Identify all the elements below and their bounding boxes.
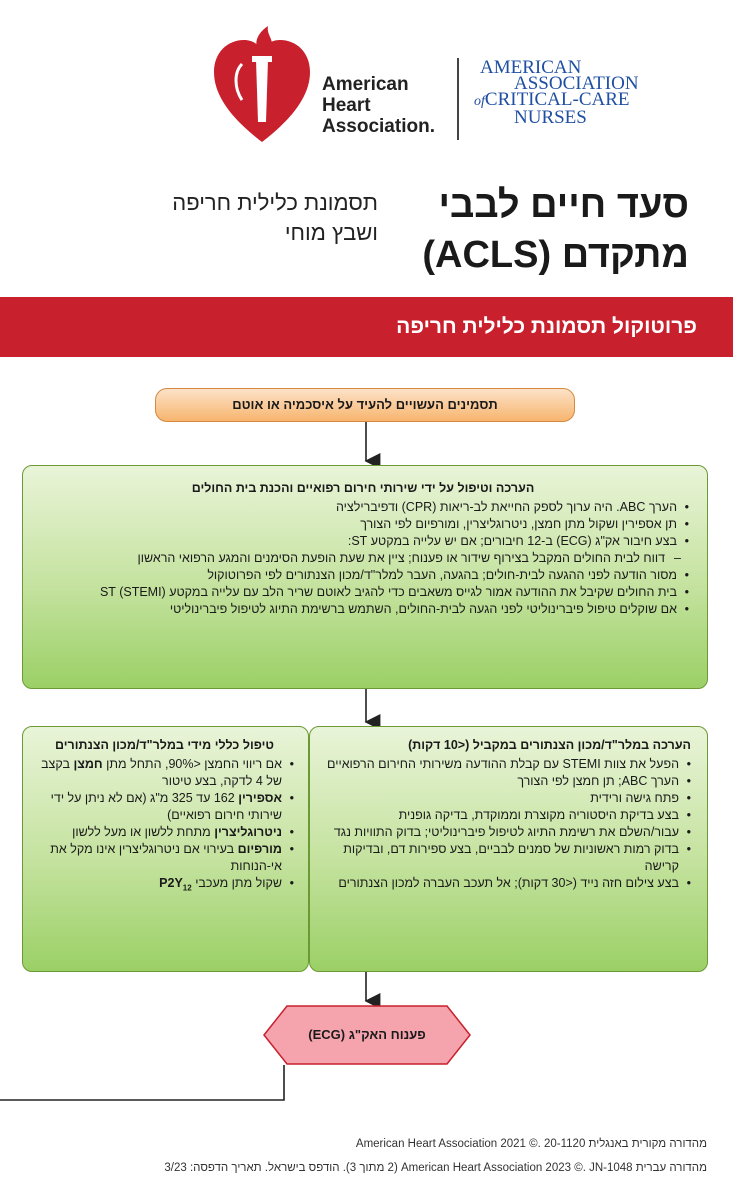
footer-original-edition: מהדורה מקורית באנגלית American Heart Association 2021 ©. 20-1120	[355, 1138, 707, 1150]
aha-line-2: Heart	[322, 95, 371, 116]
list-item: • בצע בדיקת היסטוריה מקוצרת וממוקדת, בדיקה גופנית	[322, 807, 691, 824]
p2y12-text: שקול מתן מעכבי	[195, 876, 282, 890]
ed-parallel-assessment-box	[309, 726, 708, 972]
p2y12-drug	[159, 876, 192, 893]
list-item: • עבור/השלם את רשימת התיוג לטיפול פיברינוליטי; בדוק התוויות נגד	[322, 824, 691, 841]
list-item	[35, 824, 294, 841]
list-item: • בצע חיבור אק"ג (ECG) ב-12 חיבורים; אם יש עלייה במקטע ST:	[37, 533, 689, 550]
list-item: • מסור הודעה לפני ההגעה לבית-חולים; בהגעה, העבר למלר"ד/מכון הצנתורים לפי הפרוטוקול	[37, 567, 689, 584]
list-item: • אם שוקלים טיפול פיברינוליטי לפני הגעה לבית-החולים, השתמש ברשימת התיוג לטיפול פיברינוליטי	[37, 601, 689, 618]
aha-wordmark	[322, 74, 435, 137]
list-item: • בדוק רמות ראשוניות של סמנים לבביים, בצע ספירות דם, ובדיקות קרישה	[322, 841, 691, 875]
list-item: • הערך ABC; תן חמצן לפי הצורך	[322, 773, 691, 790]
aacn-line-4: NURSES	[514, 107, 587, 128]
section-banner	[0, 297, 733, 357]
section-banner-title: פרוטוקול תסמונת כלילית חריפה	[396, 315, 697, 338]
ed-assessment-list	[322, 756, 691, 892]
morphine-drug: מורפיום	[237, 842, 282, 856]
aha-line-3: Association.	[322, 116, 435, 137]
p2y12-label: P2Y	[159, 876, 183, 890]
connector-ecg-left	[0, 1094, 284, 1100]
page-title-line-1: סעד חיים לבבי	[438, 184, 689, 226]
ems-box-list	[37, 499, 689, 618]
aha-line-1: American	[322, 74, 409, 95]
aha-heart-torch-logo	[212, 24, 312, 144]
ed-immediate-treatment-box	[22, 726, 309, 972]
ed-treatment-list	[35, 756, 294, 897]
list-item: • בצע צילום חזה נייד (<30 דקות); אל תעכב העברה למכון הצנתורים	[322, 875, 691, 892]
list-item	[35, 756, 294, 790]
oxygen-text-post: בקצב של 4 לדקה, בצע טיטור	[41, 757, 282, 788]
ems-box-title: הערכה וטיפול על ידי שירותי חירום רפואיים והכנת בית החולים	[191, 481, 535, 495]
aacn-of: of	[474, 94, 485, 109]
list-item	[35, 875, 294, 897]
logo-divider	[457, 58, 459, 140]
morphine-text: בעירוי אם ניטרוגליצרין אינו מקל את אי-הנוחות	[50, 842, 282, 873]
list-item: • תן אספירין ושקול מתן חמצן, ניטרוגליצרין, ומורפיום לפי הצורך	[37, 516, 689, 533]
list-item: • הערך ABC. היה ערוך לספק החייאת לב-ריאות (CPR) ודפיברילציה	[37, 499, 689, 516]
list-item: • פתח גישה ורידית	[322, 790, 691, 807]
aspirin-text: 162 עד 325 מ"ג (אם לא ניתן על ידי שירותי חירום רפואיים)	[50, 791, 282, 822]
page-subtitle	[108, 188, 378, 248]
aacn-wordmark	[470, 57, 670, 128]
footer-hebrew-edition: מהדורה עברית American Heart Association 2023 ©. JN-1048 (2 מתוך 3). הודפס בישראל. תאריך הדפסה: 3/23	[164, 1162, 707, 1174]
oxygen-drug: חמצן	[73, 757, 103, 771]
list-item: • בית החולים שקיבל את ההודעה אמור לגייס משאבים כדי להגיב לאוטם שריר הלב עם עלייה במקטע ST (STEMI)	[37, 584, 689, 601]
list-item: • הפעל את צוות STEMI עם קבלת ההודעה משירותי החירום הרפואיים	[322, 756, 691, 773]
page-subtitle-line-1: תסמונת כלילית חריפה	[172, 190, 378, 215]
list-subitem: – דווח לבית החולים המקבל בצירוף שידור או פענוח; ציין את שעת הופעת הסימנים והמגע הרפואי הראשון	[37, 550, 689, 567]
p2y12-subscript: 12	[182, 883, 192, 893]
page-subtitle-line-2: ושבץ מוחי	[284, 220, 378, 245]
aspirin-drug: אספירין	[238, 791, 282, 805]
aacn-line-2: ASSOCIATION	[514, 73, 639, 94]
list-item	[35, 841, 294, 875]
page-title-line-2: מתקדם (ACLS)	[422, 234, 689, 276]
ecg-decision-label: פענוח האק"ג (ECG)	[308, 1027, 426, 1042]
aacn-critical-care: CRITICAL-CARE	[484, 89, 630, 110]
ems-assessment-box	[22, 465, 708, 689]
ed-assessment-title: הערכה במלר"ד/מכון הצנתורים במקביל (<10 דקות)	[408, 738, 691, 752]
aacn-line-1: AMERICAN	[480, 57, 582, 78]
nitroglycerin-text: מתחת ללשון או מעל ללשון	[72, 825, 211, 839]
oxygen-text-pre: אם ריווי החמצן <90%, התחל מתן	[106, 757, 282, 771]
start-symptoms-box: תסמינים העשויים להעיד על איסכמיה או אוטם	[155, 388, 575, 422]
page-title	[369, 180, 689, 280]
nitroglycerin-drug: ניטרוגליצרין	[214, 825, 282, 839]
list-item	[35, 790, 294, 824]
ed-treatment-title: טיפול כללי מידי במלר"ד/מכון הצנתורים	[54, 738, 275, 752]
